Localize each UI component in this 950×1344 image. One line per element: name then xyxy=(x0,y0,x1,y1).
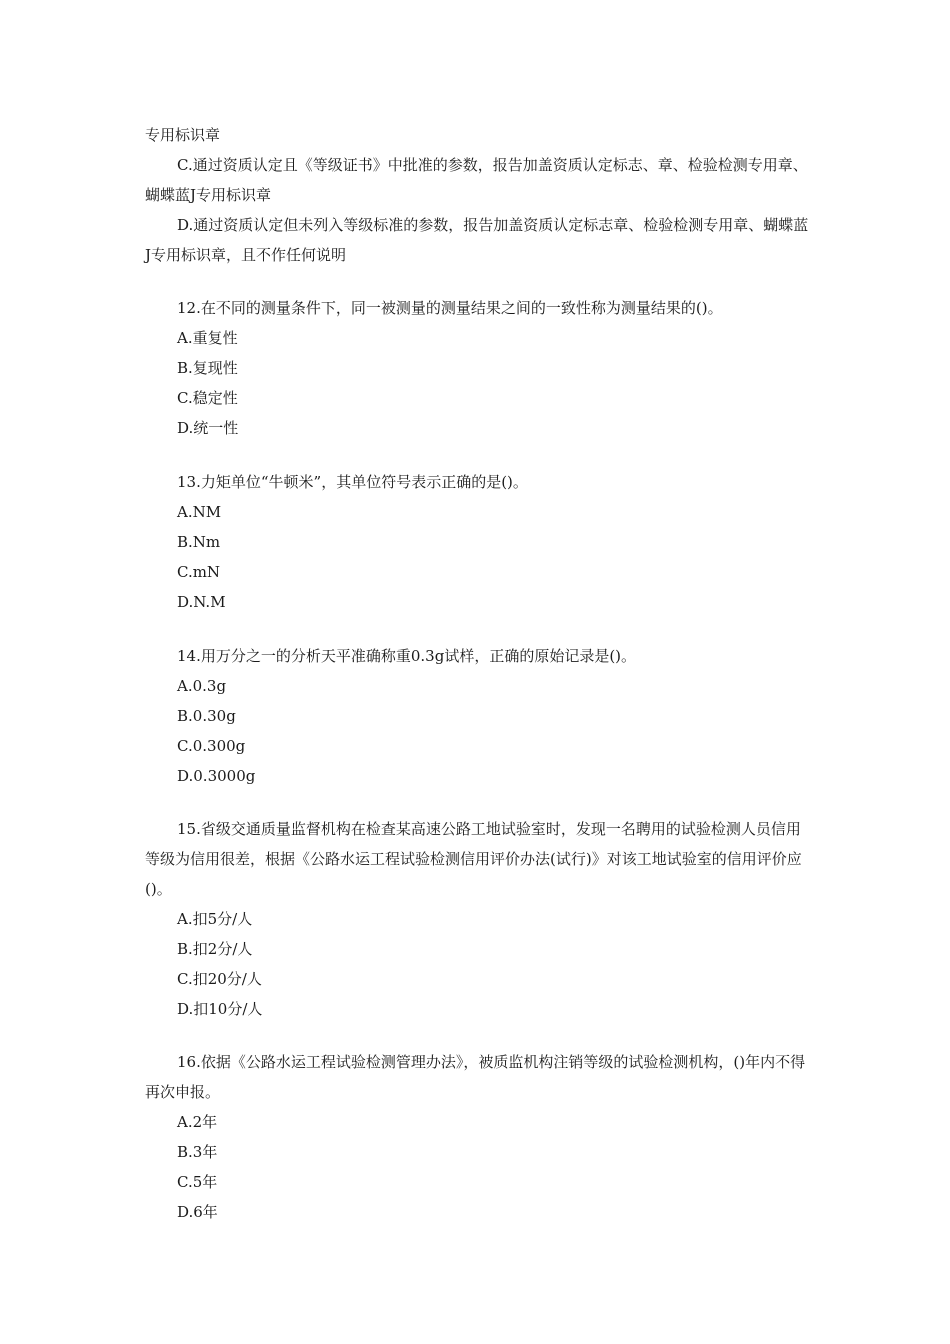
option-b: B.3年 xyxy=(177,1143,218,1161)
option-d: D.0.3000g xyxy=(177,767,256,785)
option-a: A.NM xyxy=(177,503,222,521)
option-c: C.扣20分/人 xyxy=(177,970,262,988)
option-c: C.0.300g xyxy=(177,737,246,755)
continuation-text: 专用标识章 xyxy=(145,126,221,144)
option-c-continued: C.通过资质认定且《等级证书》中批准的参数，报告加盖资质认定标志、章、检验检测专用章、蝴蝶蓝J专用标识章 xyxy=(145,156,808,204)
question-stem: 16.依据《公路水运工程试验检测管理办法》，被质监机构注销等级的试验检测机构，()年内不得再次申报。 xyxy=(145,1053,806,1101)
option-d: D.6年 xyxy=(177,1203,218,1221)
option-a: A.重复性 xyxy=(177,329,238,347)
option-c: C.mN xyxy=(177,563,221,581)
option-b: B.Nm xyxy=(177,533,221,551)
option-d: D.扣10分/人 xyxy=(177,1000,263,1018)
question-stem: 15.省级交通质量监督机构在检查某高速公路工地试验室时，发现一名聘用的试验检测人员信用等级为信用很差，根据《公路水运工程试验检测信用评价办法(试行)》对该工地试验室的信用评价应()。 xyxy=(145,820,802,898)
option-a: A.2年 xyxy=(177,1113,218,1131)
option-a: A.0.3g xyxy=(177,677,227,695)
question-stem: 13.力矩单位“牛顿米”，其单位符号表示正确的是()。 xyxy=(177,473,528,491)
question-stem: 14.用万分之一的分析天平准确称重0.3g试样，正确的原始记录是()。 xyxy=(177,647,637,665)
option-d: D.统一性 xyxy=(177,419,239,437)
question-stem: 12.在不同的测量条件下，同一被测量的测量结果之间的一致性称为测量结果的()。 xyxy=(177,299,723,317)
option-c: C.5年 xyxy=(177,1173,218,1191)
option-d-continued: D.通过资质认定但未列入等级标准的参数，报告加盖资质认定标志章、检验检测专用章、蝴蝶蓝J专用标识章，且不作任何说明 xyxy=(145,216,809,264)
option-c: C.稳定性 xyxy=(177,389,238,407)
option-a: A.扣5分/人 xyxy=(177,910,253,928)
option-b: B.扣2分/人 xyxy=(177,940,253,958)
option-b: B.0.30g xyxy=(177,707,236,725)
option-b: B.复现性 xyxy=(177,359,238,377)
option-d: D.N.M xyxy=(177,593,226,611)
